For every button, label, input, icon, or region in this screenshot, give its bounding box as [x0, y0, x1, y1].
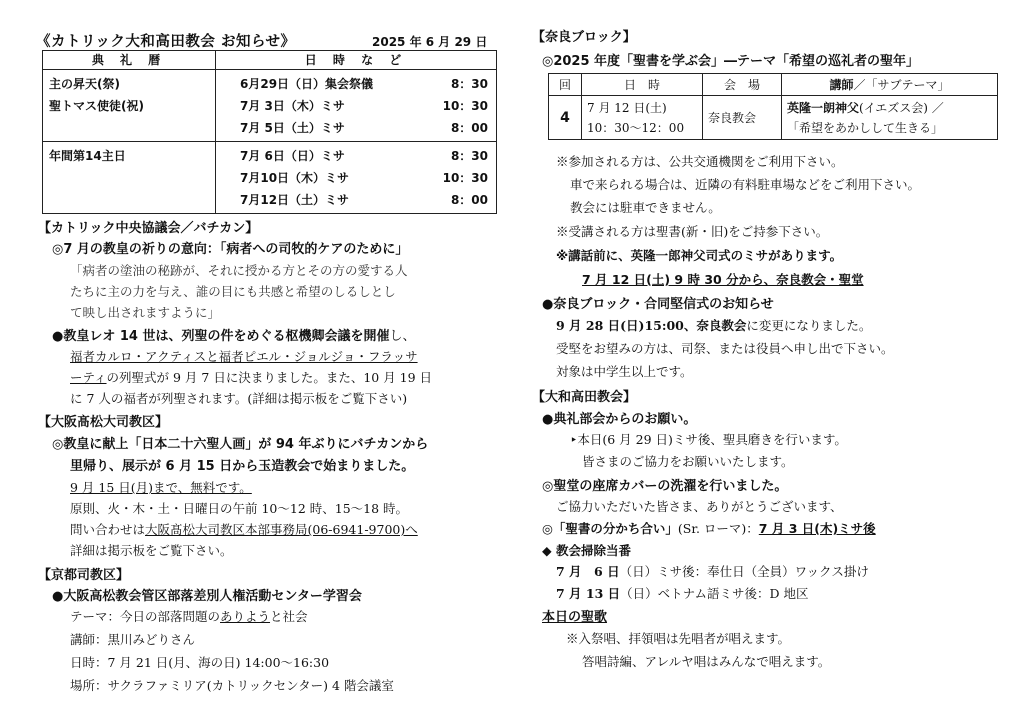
- service-row: 7月12日（土）ミサ 8：00: [240, 193, 488, 207]
- canonization-text-line: ーティの列聖式が 9 月 7 日に決まりました。また、10 月 19 日: [70, 370, 433, 385]
- col-datetime: 日 時 な ど: [216, 51, 497, 70]
- col-datetime: 日 時: [582, 74, 703, 96]
- liturgy-request-text: ‣本日(6 月 29 日)ミサ後、聖具磨きを行います。: [570, 432, 847, 447]
- liturgy-request: ●典礼部会からのお願い。: [542, 412, 697, 427]
- prayer-text-line: たちに主の力を与え、誰の目にも共感と希望のしるしとし: [70, 284, 396, 299]
- note-mass: ※講話前に、英隆一郎神父司式のミサがあります。: [556, 248, 843, 263]
- issue-date: 2025 年 6 月 29 日: [372, 35, 488, 49]
- prayer-text-line: て映し出されますように」: [70, 305, 221, 320]
- exhibit-period: 9 月 15 日(月)まで、無料です。: [70, 480, 252, 495]
- service-row: 6月29日（日）集会祭儀 8：30: [240, 77, 488, 91]
- cleaning-duty-row: 7 月 6 日（日）ミサ後：奉仕日（全員）ワックス掛け: [556, 564, 869, 579]
- liturgy-day: 主の昇天(祭): [49, 77, 120, 91]
- service-row: 7月 6日（日）ミサ 8：30: [240, 149, 488, 163]
- col-number: 回: [549, 74, 582, 96]
- section-yamato-heading: 【大和高田教会】: [532, 390, 637, 405]
- col-liturgy: 典 礼 暦: [43, 51, 216, 70]
- service-row: 7月 5日（土）ミサ 8：00: [240, 121, 488, 135]
- section-kyoto-heading: 【京都司教区】: [38, 568, 130, 583]
- liturgy-day: 聖トマス使徒(祝): [49, 99, 144, 113]
- note-mass-time: 7 月 12 日(土) 9 時 30 分から、奈良教会・聖堂: [582, 272, 864, 287]
- exhibit-details: 詳細は掲示板をご覧下さい。: [70, 543, 233, 558]
- schedule-group-1: [43, 70, 497, 142]
- study-lecturer: 講師：黒川みどりさん: [70, 632, 196, 647]
- pope-prayer-intention: ◎7 月の教皇の祈りの意向：「病者への司牧的ケアのために」: [52, 242, 409, 257]
- confirmation-date: 9 月 28 日(日)15:00、奈良教会に変更になりました。: [556, 318, 872, 333]
- bible-study-title: ◎2025 年度「聖書を学ぶ会」―テーマ「希望の巡礼者の聖年」: [542, 54, 920, 69]
- seat-cover-notice: ◎聖堂の座席カバーの洗濯を行いました。: [542, 479, 788, 494]
- confirmation-apply: 受堅をお望みの方は、司祭、または役員へ申し出で下さい。: [556, 341, 894, 356]
- hymns-heading: 本日の聖歌: [542, 610, 608, 625]
- note-parking: 車で来られる場合は、近隣の有料駐車場などをご利用下さい。: [570, 177, 921, 192]
- canonization-text-line: に 7 人の福者が列聖されます。(詳細は掲示板をご覧下さい): [70, 391, 408, 406]
- session-number: 4: [549, 96, 582, 140]
- bible-sharing: ◎「聖書の分かち合い」(Sr. ローマ)：7 月 3 日(木)ミサ後: [542, 521, 876, 536]
- schedule-group-2: [43, 142, 497, 214]
- page-title: 《カトリック大和高田教会 お知らせ》: [36, 34, 296, 50]
- service-row: 7月10日（木）ミサ 10：30: [240, 171, 488, 185]
- martyrs-painting-news-2: 里帰り、展示が 6 月 15 日から玉造教会で始まりました。: [70, 459, 415, 474]
- exhibit-contact: 問い合わせは大阪髙松大司教区本部事務局(06-6941-9700)へ: [70, 522, 418, 537]
- exhibit-hours: 原則、火・木・土・日曜日の午前 10～12 時、15～18 時。: [70, 501, 409, 516]
- note-transport: ※参加される方は、公共交通機関をご利用下さい。: [556, 154, 844, 169]
- session-lecturer: 英隆一朗神父(イエズス会) ／ 「希望をあかしして生きる」: [782, 96, 998, 140]
- canonization-text-line: 福者カルロ・アクティスと福者ピエル・ジョルジョ・フラッサ: [70, 349, 418, 364]
- session-venue: 奈良教会: [703, 96, 782, 140]
- study-theme: テーマ：今日の部落問題のありようと社会: [70, 609, 308, 624]
- schedule-table: [42, 50, 497, 214]
- section-osaka-heading: 【大阪髙松大司教区】: [38, 415, 169, 430]
- confirmation-title: ●奈良ブロック・合同堅信式のお知らせ: [542, 297, 774, 312]
- note-no-parking: 教会には駐車できません。: [570, 200, 721, 215]
- hymns-note: ※入祭唱、拝領唱は先唱者が唱えます。: [566, 631, 791, 646]
- cleaning-duty-title: ◆ 教会掃除当番: [542, 543, 631, 558]
- martyrs-painting-news: ◎教皇に献上「日本二十六聖人画」が 94 年ぶりにバチカンから: [52, 437, 429, 452]
- section-vatican-heading: 【カトリック中央協議会／バチカン】: [38, 221, 259, 236]
- liturgy-day: 年間第14主日: [49, 149, 126, 163]
- prayer-text-line: 「病者の塗油の秘跡が、それに授かる方とその方の愛する人: [70, 263, 408, 278]
- hymns-note-2: 答唱詩編、アレルヤ唱はみんなで唱えます。: [582, 654, 831, 669]
- service-row: 7月 3日（木）ミサ 10：30: [240, 99, 488, 113]
- liturgy-request-text-2: 皆さまのご協力をお願いいたします。: [582, 454, 794, 469]
- cleaning-duty-row: 7 月 13 日（日）ベトナム語ミサ後：D 地区: [556, 586, 809, 601]
- study-meeting-title: ●大阪高松教会管区部落差別人権活動センター学習会: [52, 589, 362, 604]
- col-venue: 会 場: [703, 74, 782, 96]
- bible-study-table: [548, 73, 998, 140]
- section-nara-heading: 【奈良ブロック】: [532, 30, 636, 45]
- seat-cover-thanks: ご協力いただいた皆さま、ありがとうございます、: [556, 499, 843, 514]
- confirmation-eligibility: 対象は中学生以上です。: [556, 364, 693, 379]
- study-venue: 場所：サクラファミリア(カトリックセンター) 4 階会議室: [70, 678, 394, 693]
- session-datetime: 7 月 12 日(土) 10：30～12：00: [582, 96, 703, 140]
- note-bring-bible: ※受講される方は聖書(新・旧)をご持参下さい。: [556, 224, 829, 239]
- study-datetime: 日時：7 月 21 日(月、海の日) 14:00～16:30: [70, 655, 330, 670]
- canonization-news: ●教皇レオ 14 世は、列聖の件をめぐる枢機卿会議を開催し、: [52, 329, 416, 344]
- col-lecturer: 講師／「サブテーマ」: [782, 74, 998, 96]
